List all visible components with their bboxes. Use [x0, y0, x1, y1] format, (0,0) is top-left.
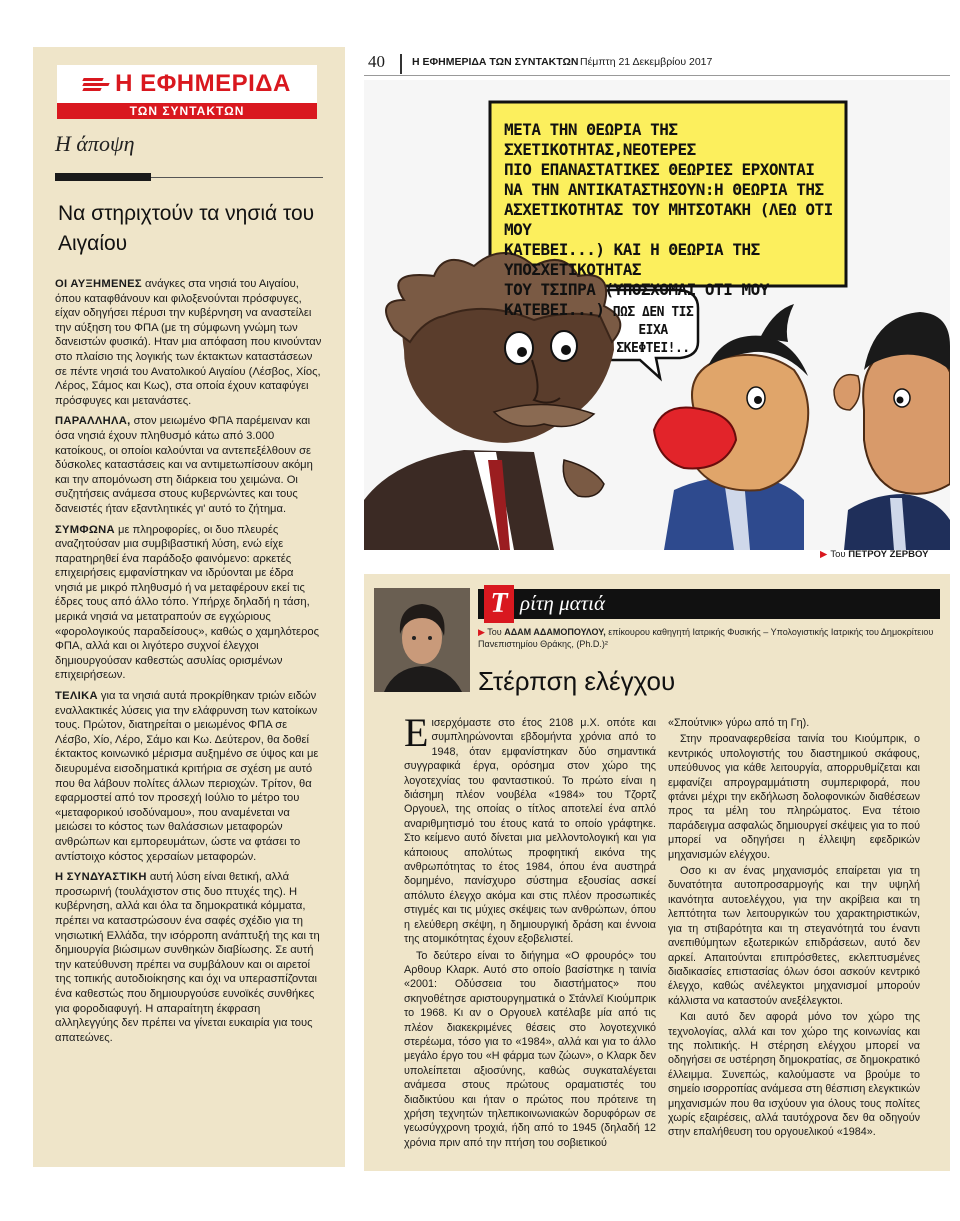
editorial-paragraph: ΟΙ ΑΥΞΗΜΕΝΕΣ ανάγκες στα νησιά του Αιγαίου, όπου καταφθάνουν και φιλοξενούνται πρόσφυγες, είχαν οδηγήσει πέρυσι την κυβέρνηση να αναστείλει την αύξηση του ΦΠΑ (με τη σύμφωνη γνώμη των δανειστών φυσικά). Ηταν μια απόφαση που κινούνταν στο πλαίσιο της λογικής των έκτακτων καταστάσεων σε πέντε νησιά του Ανατολικού Αιγαίου (Λέσβος, Χίος, Λέρος, Σάμος και Κως), στα οποία έχουν καταφύγει πρόσφυγες και μετανάστες. [55, 278, 322, 407]
section-band [478, 589, 940, 619]
byline: ▶ Του ΑΔΑΜ ΑΔΑΜΟΠΟΥΛΟΥ, επίκουρου καθηγητή Ιατρικής Φυσικής – Υπολογιστικής Ιατρικής του Δημοκρίτειου Πανεπιστημίου Θράκης, (Ph.D.)² [478, 627, 934, 649]
article-paragraph: Στην προαναφερθείσα ταινία του Κιούμπρικ, ο κεντρικός υπολογιστής του διαστημικού σκάφους, υπεύθυνος για κάθε λειτουργία, απορρυθμίζεται και εμφανίζει απρογραμμάτιστη συμπεριφορά, που φτάνει μέχρι την εκδήλωση δολοφονικών διαθέσεων προς τα μέλη του πληρώματος. Ενα τέτοιο παράδειγμα ασφαλώς δημιουργεί σκέψεις για το πού μπορεί να οδηγήσει η έλλειψη εφεδρικών μηχανισμών ελέγχου. [668, 733, 920, 861]
editorial-paragraph: ΠΑΡΑΛΛΗΛΑ, στον μειωμένο ΦΠΑ παρέμειναν και όσα νησιά έχουν πληθυσμό κάτω από 3.000 κατοίκους, οι οποίοι καλούνται να αντεπεξέλθουν σε δύσκολες καταστάσεις και να αντιμετωπίσουν ακόμη και την απομόνωση στη διάρκεια του χειμώνα. Οι συζητήσεις ανάμεσα στους κυβερνώντες και τους δανειστές ήταν εξαντλητικές γι' αυτό το ζήτημα. [55, 415, 313, 515]
section-rule [55, 173, 323, 181]
article-paragraph: Εισερχόμαστε στο έτος 2108 μ.Χ. οπότε και συμπληρώνονται εβδομήντα χρόνια από το 1948, όταν εμφανίστηκαν δύο σημαντικά συγγραφικά έργα, ορόσημα στον χώρο της λογοτεχνίας του φανταστικού. Το πρώτο είναι η διάσημη πλέον νουβέλα «1984» του Τζορτζ Οργουελ, της οποίας ο τίτλος αποτελεί ένα απλό αναριθμητισμό του έτους κατά το οποίο γράφτηκε. Στο κείμενο αυτό δίνεται μια μελλοντολογική και για κάποιους απολύτως προφητική εικόνα της ανθρωπότητας το έτος 1984, όπου ένα αυστηρά δομημένο, πανίσχυρο σύστημα εξουσίας ασκεί απόλυτο έλεγχο ακόμα και στις πλέον προσωπικές στιγμές και τις μύχιες σκέψεις των ανθρώπων, όπου η ελεύθερη σκέψη, η δημιουργική δράση και έννοια της ατομικότητας έχουν εξοβελιστεί. [404, 710, 656, 946]
cartoon-credit: ▶ Του ΠΕΤΡΟΥ ΖΕΡΒΟΥ [820, 549, 929, 560]
drop-cap: Ε [404, 710, 429, 755]
section-label: Η άποψη [55, 131, 135, 156]
article-title: Στέρπση ελέγχου [478, 666, 676, 696]
section-name: ρίτη ματιά [520, 591, 606, 615]
editorial-paragraph: ΤΕΛΙΚΑ για τα νησιά αυτά προκρίθηκαν τριών ειδών εναλλακτικές λύσεις για την ελάφρυνση των κατοίκων τους. Πρώτον, διατηρείται ο μειωμένος ΦΠΑ σε Λέσβο, Χίο, Λέρο, Σάμο και Κω. Δεύτερον, θα δοθεί έκτακτος κοινωνικό μέρισμα αυξημένο σε ύψος και με διευρυμένα εισοδηματικά κριτήρια σε σχέση με αυτό που θα λάβουν πολίτες άλλων περιοχών. Τρίτον, θα εφαρμοστεί από τον προσεχή Ιούλιο το μέτρο του «μεταφορικού ισοδύναμου», που αναμένεται να μειώσει το κόστος των θαλάσσιων μεταφορών ανθρώπων και εμπορευμάτων, ώστε να φτάσει το αντίστοιχο κόστος χερσαίων μεταφορών. [55, 690, 319, 863]
page-header [364, 54, 950, 74]
article-paragraph: Οσο κι αν ένας μηχανισμός επαίρεται για τη δυνατότητα αυτοπροσαρμογής και την υψηλή ικανότητα αυτοελέγχου, για την ακρίβεια και τη λεπτότητα των λειτουργικών του χαρακτηριστικών, για τη στιβαρότητα και τη στεγανότητά του έναντι ανεπιθύμητων εξωτερικών επιδράσεων, αυτό δεν αρκεί. Απαιτούνται επιπρόσθετες, εκλεπτυσμένες διαδικασίες επιστασίας όλων όσοι ασκούν κεντρικό έλεγχο, καθώς ανέλεγκτοι μηχανισμοί μπορούν κάλλιστα να καταστούν ανεξέλεγκτοι. [668, 865, 920, 1007]
author-photo [374, 588, 470, 692]
editorial-paragraph: ΣΥΜΦΩΝΑ με πληροφορίες, οι δυο πλευρές αναζητούσαν μια συμβιβαστική λύση, ενώ είχε παρατηρηθεί ένα παράδοξο φαινόμενο: αρκετές επιχειρήσεις εμφανίστηκαν να ιδρύονται με έδρα νησιά με μικρό πληθυσμό ή να μεταφέρουν εκεί τις έδρες τους από άλλο τόπο. Υπήρχε δηλαδή η τάση, μερικά νησιά να μετατραπούν σε εγχώριους «φορολογικούς παραδείσους», καθώς ο χαμηλότερος ΦΠΑ, αλλά και οι λιγότερο συχνοί έλεγχοι δημιουργούσαν καθεστώς ασυλίας ορισμένων επιχειρήσεων. [55, 523, 320, 682]
article-paragraph: Το δεύτερο είναι το διήγημα «Ο φρουρός» του Αρθουρ Κλαρκ. Αυτό στο οποίο βασίστηκε η ταινία «2001: Οδύσσεια του διαστήματος» που σκηνοθέτησε αριστουργηματικά ο Στάνλεϊ Κιούμπρικ το 1968. Κι αν ο Οργουελ κατέλαβε μία από τις πλέον διακεκριμένες θέσεις στο λογοτεχνικό στερέωμα, τόσο για το «1984», αλλά και για το άλλο μεγάλο έργο του «Η φάρμα των ζώων», ο Κλαρκ δεν υπολείπεται αξιοσύνης, καθώς συγκαταλέγεται ανάμεσα στους πρώτους οραματιστές του διαδικτύου και ήταν ο πρώτος που πρότεινε τη χρήση τεχνητών τηλεπικοινωνιακών δορυφόρων σε γεωσύγχρονη τροχιά, ήδη από το 1945 (δηλαδή 12 χρόνια πριν από την πτήση του σοβιετικού [404, 949, 656, 1149]
editorial-column [33, 47, 345, 1167]
article-column-1 [404, 710, 656, 1152]
balloon-text: ΜΕΤΑ ΤΗΝ ΘΕΩΡΙΑ ΤΗΣ ΣΧΕΤΙΚΟΤΗΤΑΣ,ΝΕΟΤΕΡΕΣ ΠΙΟ ΕΠΑΝΑΣΤΑΤΙΚΕΣ ΘΕΩΡΙΕΣ ΕΡΧΟΝΤΑΙ ΝΑ ΤΗΝ ΑΝΤΙΚΑΤΑΣΤΗΣΟΥΝ:Η ΘΕΩΡΙΑ ΤΗΣ ΑΣΧΕΤΙΚΟΤΗΤΑΣ ΤΟΥ ΜΗΤΣΟΤΑΚΗ (ΛΕΩ ΟΤΙ ΜΟΥ ΚΑΤΕΒΕΙ...) ΚΑΙ Η ΘΕΩΡΙΑ ΤΗΣ ΥΠΟΣΧΕΤΙΚΟΤΗΤΑΣ ΤΟΥ ΤΣΙΠΡΑ (ΥΠΟΣΧΟΜΑΙ ΟΤΙ ΜΟΥ ΚΑΤΕΒΕΙ...) [504, 120, 833, 319]
masthead-subtitle: ΤΩΝ ΣΥΝΤΑΚΤΩΝ [57, 103, 317, 119]
article-paragraph: Και αυτό δεν αφορά μόνο τον χώρο της τεχνολογίας, αλλά και τον χώρο της κοινωνίας και της πολιτικής. Η στέρηση ελέγχου μπορεί να οδηγήσει σε υστέρηση δημοκρατίας, σε δημοκρατικό έλλειμμα. Συνεπώς, καλούμαστε να βρούμε το σημείο ισορροπίας ανάμεσα στη θέσπιση ελεγκτικών μηχανισμών που θα ισχύουν για όλους τους πολίτες χωρίς εξαιρέσεις, αλλά ταυτόχρονα δεν θα οδηγούν στην επαλήθευση του οργουελικού «1984». [668, 1011, 920, 1139]
article-paragraph: «Σπούτνικ» γύρω από τη Γη). [668, 717, 810, 729]
paper-name: Η ΕΦΗΜΕΡΙΔΑ ΤΩΝ ΣΥΝΤΑΚΤΩΝ [412, 56, 579, 68]
article-column-2 [668, 716, 920, 1142]
section-initial: Τ [484, 585, 514, 623]
editorial-body [55, 277, 323, 1045]
masthead-title: Η ΕΦΗΜΕΡΙΔΑ [115, 70, 291, 97]
header-rule [364, 75, 950, 76]
issue-date: Πέμπτη 21 Δεκεμβρίου 2017 [580, 56, 713, 68]
editorial-paragraph: Η ΣΥΝΔΥΑΣΤΙΚΗ αυτή λύση είναι θετική, αλλά προσωρινή (τουλάχιστον στις δυο πτυχές της). Η κυβέρνηση, αλλά και όλα τα δημοκρατικά κόμματα, πρέπει να καταστρώσουν ένα σαφές σχέδιο για τη νησιωτική Ελλάδα, την ισόρροπη ανάπτυξή της και τη δημιουργία βιώσιμων συνθηκών διαβίωσης. Σε αυτή την κατεύθυνση πρέπει να συμβάλουν και οι αιρετοί της τοπικής αυτοδιοίκησης και όχι να υπερασπίζονται ένα καθεστώς που δημιουργούσε ευνοϊκές συνθήκες για φοροδιαφυγή. Η απαραίτητη έκφραση αλληλεγγύης δεν πρέπει να γίνεται ευκαιρία για τους απατεώνες. [55, 871, 320, 1044]
opinion-column [364, 574, 950, 1171]
masthead-logo [57, 65, 317, 123]
logo-stripes-icon [83, 77, 109, 91]
editorial-headline: Να στηριχτούν τα νησιά του Αιγαίου [58, 202, 315, 255]
triangle-icon: ▶ [820, 549, 828, 560]
page-number: 40 [368, 52, 385, 71]
speech-text: ΠΩΣ ΔΕΝ ΤΙΣ ΕΙΧΑ ΣΚΕΦΤΕΙ!.. [612, 305, 694, 356]
triangle-icon: ▶ [478, 627, 485, 637]
header-divider [400, 54, 402, 74]
cartoon [364, 80, 950, 550]
